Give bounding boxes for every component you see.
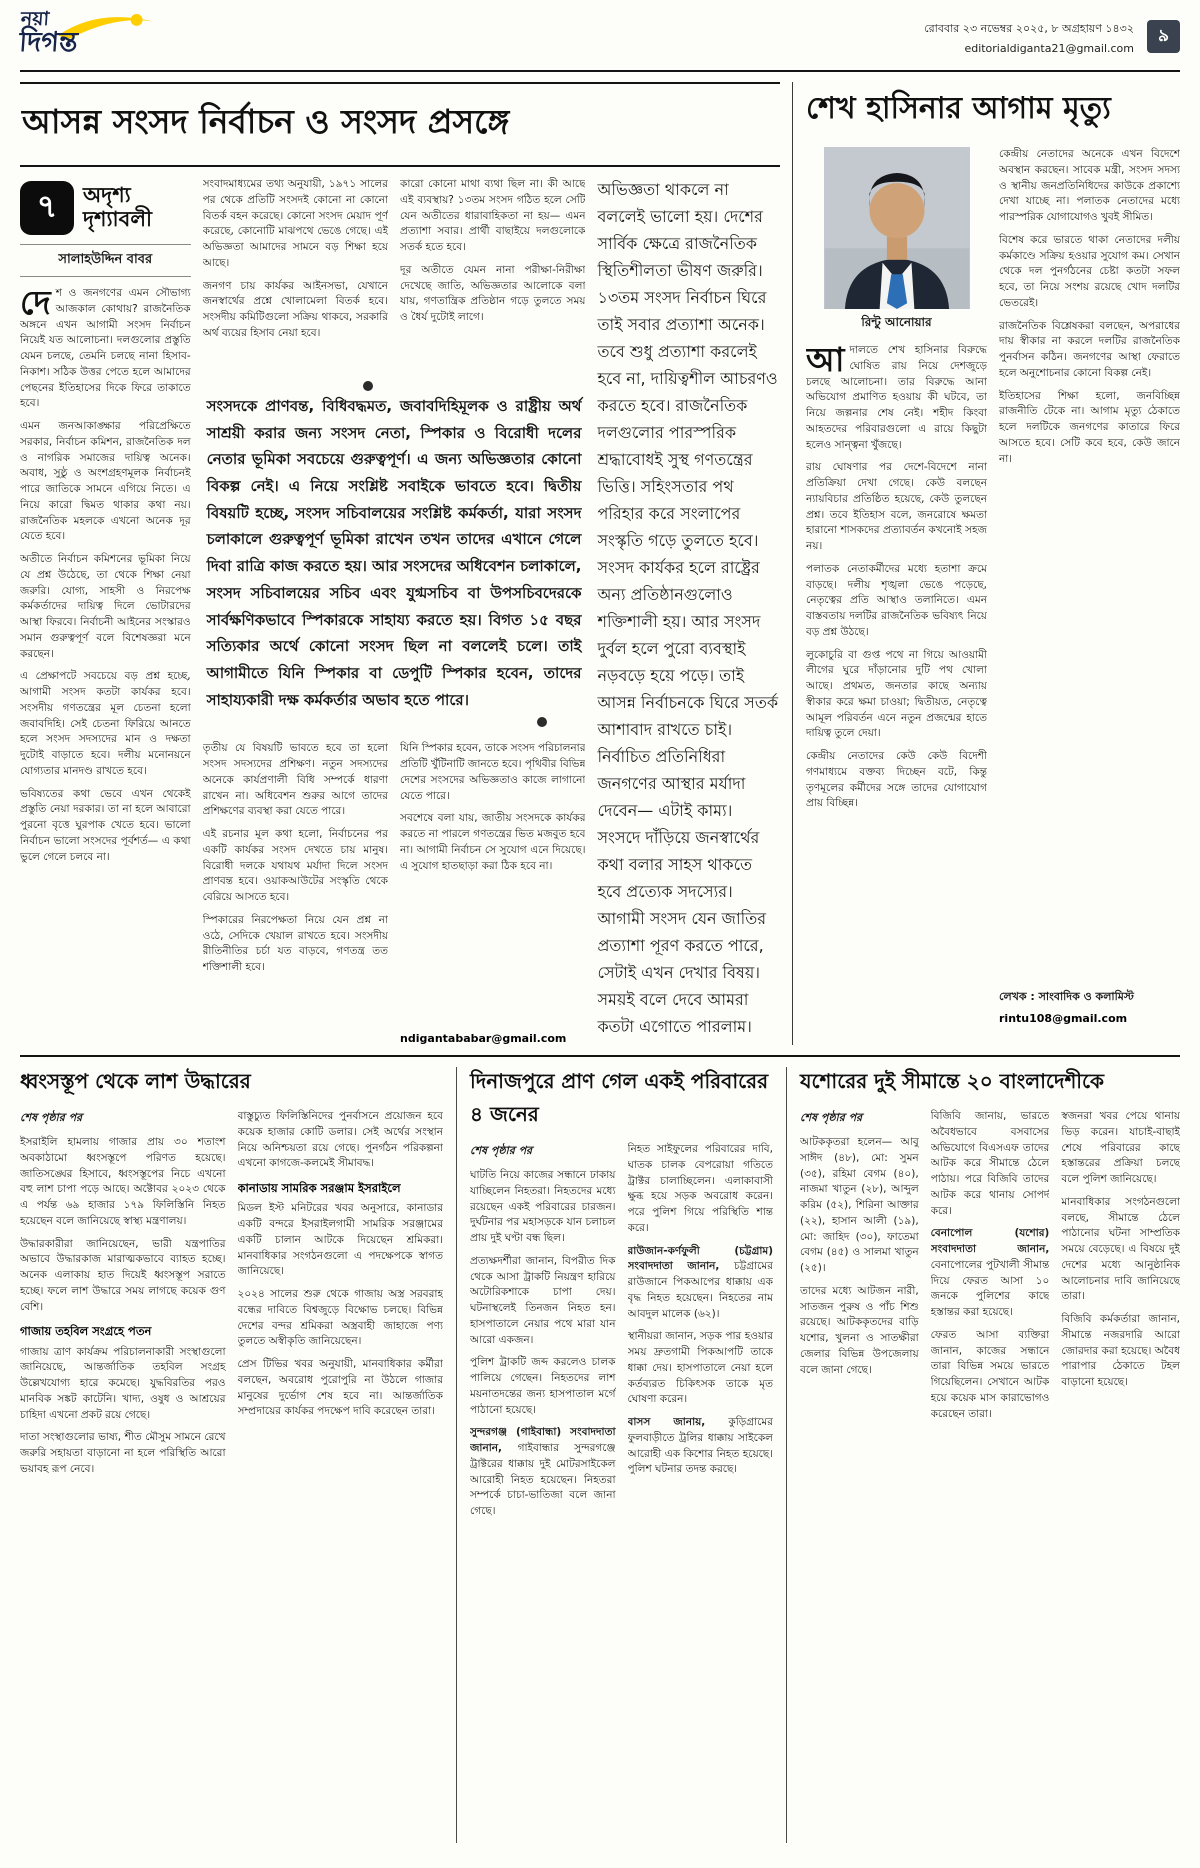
column-logo-icon <box>20 181 74 235</box>
column-brand-line1: অদৃশ্য <box>83 183 131 208</box>
text-column: সংবাদমাধ্যমের তথ্য অনুযায়ী, ১৯৭১ সালের পর থেকে প্রতিটি সংসদই কোনো না কোনো বিতর্ক বহন করেছে। কোনো সংসদ মেয়াদ পূর্ণ করেছে, কোনোটি মাঝপথে ভেঙে গেছে। এই অভিজ্ঞতা আমাদের সামনে বড় শিক্ষা হয়ে আছে। জনগণ চায় কার্যকর আইনসভা, যেখানে জনস্বার্থের প্রশ্নে খোলামেলা বিতর্ক হবে। সংসদীয় কমিটিগুলো সক্রিয় থাকবে, সরকারি অর্থ ব্যয়ের হিসাব নেয়া হবে। <box>202 178 389 339</box>
photo-caption: রিন্টু আনোয়ার <box>861 315 932 329</box>
author-photo <box>824 147 970 309</box>
text-column <box>20 1109 226 1843</box>
article-parliament <box>20 82 792 1045</box>
bottom-headline-3: যশোরের দুই সীমান্তে ২০ বাংলাদেশীকে <box>800 1069 1105 1093</box>
text-column: নিহত সাইফুলের পরিবারের দাবি, ঘাতক চালক বেপরোয়া গতিতে ট্রাক্টর চালাচ্ছিলেন। এলাকাবাসী ক্ষুব্ধ হয়ে সড়ক অবরোধ করেন। পরে পুলিশ গিয়ে পরিস্থিতি শান্ত করে। রাউজান-কর্ণফুলী (চট্টগ্রাম) সংবাদদাতা জানান, চট্টগ্রামের রাউজানে পিকআপের ধাক্কায় এক বৃদ্ধ নিহত হয়েছেন। নিহতের নাম আবদুল মালেক (৬২)। স্থানীয়রা জানান, সড়ক পার হওয়ার সময় দ্রুতগামী পিকআপটি তাকে ধাক্কা দেয়। হাসপাতালে নেয়া হলে কর্তব্যরত চিকিৎসক তাকে মৃত ঘোষণা করেন। বাসস জানায়, কুড়িগ্রামের ফুলবাড়ীতে ট্রলির ধাক্কায় সাইকেল আরোহী এক কিশোর নিহত হয়েছে। পুলিশ ঘটনার তদন্ত করছে। <box>627 1143 773 1476</box>
text-column: রায় ঘোষণার পর দেশে-বিদেশে নানা প্রতিক্রিয়া দেখা গেছে। কেউ বলছেন ন্যায়বিচার প্রতিষ্ঠিত হয়েছে, কেউ তুলছেন প্রশ্ন। তবে ইতিহাস বলে, জনরোষে ক্ষমতা হারানো শাসকদের প্রত্যাবর্তন কখনোই সহজ নয়। পলাতক নেতাকর্মীদের মধ্যে হতাশা ক্রমে বাড়ছে। দলীয় শৃঙ্খলা ভেঙে পড়েছে, নেতৃত্বের প্রতি আস্থাও তলানিতে। এমন বাস্তবতায় দলটির রাজনৈতিক ভবিষ্যৎ নিয়ে বড় প্রশ্ন উঠছে। লুকোচুরি বা গুপ্ত পথে না গিয়ে আওয়ামী লীগের ঘুরে দাঁড়ানোর দুটি পথ খোলা আছে। প্রথমত, জনতার কাছে অন্যায় স্বীকার করে ক্ষমা চাওয়া; দ্বিতীয়ত, নেতৃত্বে আমূল পরিবর্তন এনে নতুন প্রজন্মের হাতে দায়িত্ব তুলে দেয়া। কেন্দ্রীয় নেতাদের কেউ কেউ বিদেশী গণমাধ্যমে বক্তব্য দিচ্ছেন বটে, কিন্তু তৃণমূলের কর্মীদের সঙ্গে তাদের যোগাযোগ প্রায় বিচ্ছিন্ন। <box>806 461 987 810</box>
text-column: বিজিবি জানায়, ভারতে অবৈধভাবে বসবাসের অভিযোগে বিএসএফ তাদের আটক করে সীমান্তে ঠেলে পাঠায়। পরে বিজিবি তাদের আটক করে থানায় সোপর্দ করে। বেনাপোল (যশোর) সংবাদদাতা জানান, বেনাপোলের পুটখালী সীমান্ত দিয়ে ফেরত আসা ১০ জনকে পুলিশের কাছে হস্তান্তর করা হয়েছে। ফেরত আসা ব্যক্তিরা জানান, কাজের সন্ধানে তারা বিভিন্ন সময়ে ভারতে গিয়েছিলেন। সেখানে আটক হয়ে কয়েক মাস কারাভোগও করেছেন তারা। <box>930 1110 1050 1420</box>
article-jashore-border <box>786 1067 1180 1843</box>
article-hasina-body <box>806 147 1180 1025</box>
bottom-headline-2: দিনাজপুরে প্রাণ গেল একই পরিবারের ৪ জনের <box>470 1069 769 1126</box>
text-column-fill: আটককৃতরা হলেন— আবু সাঈদ (৪৮), মো: সুমন (৩৫), রহিমা বেগম (৪০), নাজমা খাতুন (২৮), আব্দুল করিম (৫২), শিরিনা আক্তার (২২), হাসান আলী (১৯), মো: জাহিদ (৩০), ফাতেমা বেগম (৪৫) ও সালমা খাতুন (২৫)। তাদের মধ্যে আটজন নারী, সাতজন পুরুষ ও পাঁচ শিশু রয়েছে। আটককৃতদের বাড়ি যশোর, খুলনা ও সাতক্ষীরা জেলার বিভিন্ন উপজেলায় বলে জানা গেছে। <box>800 1136 919 1376</box>
article-parliament-body <box>20 167 780 1045</box>
author-email[interactable]: rintu108@gmail.com <box>999 1012 1128 1025</box>
side-headline: শেখ হাসিনার আগাম মৃত্যু <box>806 91 1111 126</box>
lede-paragraph <box>806 340 987 453</box>
drop-cap: আ <box>806 340 845 379</box>
text-column-4: অভিজ্ঞতা থাকলে না বললেই ভালো হয়। দেশের সার্বিক ক্ষেত্রে রাজনৈতিক স্থিতিশীলতা ভীষণ জরুরি। ১৩তম সংসদ নির্বাচন ঘিরে তাই সবার প্রত্যাশা অনেক। তবে শুধু প্রত্যাশা করলেই হবে না, দায়িত্বশীল আচরণও করতে হবে। রাজনৈতিক দলগুলোর পারস্পরিক শ্রদ্ধাবোধই সুস্থ গণতন্ত্রের ভিত্তি। সহিংসতার পথ পরিহার করে সংলাপের সংস্কৃতি গড়ে তুলতে হবে। সংসদ কার্যকর হলে রাষ্ট্রের অন্য প্রতিষ্ঠানগুলোও শক্তিশালী হয়। আর সংসদ দুর্বল হলে পুরো ব্যবস্থাই নড়বড়ে হয়ে পড়ে। তাই আসন্ন নির্বাচনকে ঘিরে সতর্ক আশাবাদ রাখতে চাই। নির্বাচিত প্রতিনিধিরা জনগণের আস্থার মর্যাদা দেবেন— এটাই কাম্য। সংসদে দাঁড়িয়ে জনস্বার্থের কথা বলার সাহস থাকতে হবে প্রত্যেক সদস্যের। আগামী সংসদ যেন জাতির প্রত্যাশা পূরণ করতে পারে, সেটাই এখন দেখার বিষয়। সময়ই বলে দেবে আমরা কতটা এগোতে পারলাম। <box>597 180 779 1036</box>
main-content <box>20 82 1180 1045</box>
text-column: বাস্তুচ্যুত ফিলিস্তিনিদের পুনর্বাসনে প্রয়োজন হবে কয়েক হাজার কোটি ডলার। সেই অর্থের সংস্থান নিয়ে অনিশ্চয়তা রয়ে গেছে। পুনর্গঠন পরিকল্পনা এখনো কাগজে-কলমেই সীমাবদ্ধ। কানাডায় সামরিক সরঞ্জাম ইসরাইলে মিডল ইস্ট মনিটরের খবর অনুসারে, কানাডার একটি বন্দরে ইসরাইলগামী সামরিক সরঞ্জামের একটি চালান আটকে দিয়েছেন শ্রমিকরা। মানবাধিকার সংগঠনগুলো এ পদক্ষেপকে স্বাগত জানিয়েছে। ২০২৪ সালের শুরু থেকে গাজায় অস্ত্র সরবরাহ বন্ধের দাবিতে বিশ্বজুড়ে বিক্ষোভ চলছে। বিভিন্ন দেশের বন্দর শ্রমিকরা অস্ত্রবাহী জাহাজে পণ্য তুলতে অস্বীকৃতি জানিয়েছেন। প্রেস টিভির খবর অনুযায়ী, মানবাধিকার কর্মীরা বলছেন, অবরোধ পুরোপুরি না উঠলে গাজার মানুষের দুর্ভোগ শেষ হবে না। আন্তর্জাতিক সম্প্রদায়ের কার্যকর পদক্ষেপ দাবি করেছেন তারা। <box>237 1110 443 1418</box>
author-byline: সালাহউদ্দিন বাবর <box>20 244 191 277</box>
text-column <box>470 1142 616 1843</box>
text-column-fill: কেন্দ্রীয় নেতাদের অনেকে এখন বিদেশে অবস্থান করছেন। সাবেক মন্ত্রী, সংসদ সদস্য ও স্থানীয় জনপ্রতিনিধিদের কাউকে প্রকাশ্যে দেখা যাচ্ছে না। পলাতক নেতাদের মধ্যে পারস্পরিক যোগাযোগও খুবই সীমিত। বিশেষ করে ভারতে থাকা নেতাদের দলীয় কর্মকাণ্ডে সক্রিয় হওয়ার সুযোগ কম। সেখান থেকে দল পুনর্গঠনের চেষ্টা কতটা সফল হবে, তা নিয়ে সংশয় রয়েছে খোদ দলটির ভেতরেই। রাজনৈতিক বিশ্লেষকরা বলছেন, অপরাধের দায় স্বীকার না করলে দলটির রাজনৈতিক পুনর্বাসন কঠিন। জনগণের আস্থা ফেরাতে হলে অনুশোচনার কোনো বিকল্প নেই। ইতিহাসের শিক্ষা হলো, জনবিচ্ছিন্ন রাজনীতি টেকে না। আগাম মৃত্যু ঠেকাতে হলে দলটিকে জনগণের কাতারে ফিরে আসতে হবে। সেটি কবে হবে, কেউ জানে না। <box>999 148 1180 465</box>
article-rubble-recovery <box>20 1067 456 1843</box>
article-body <box>20 1109 443 1843</box>
lede-text: শ ও জনগণের এমন সৌভাগ্য আজকাল কোথায়? রাজনৈতিক অঙ্গনে এখন আগামী সংসদ নির্বাচন নিয়েই যত আলোচনা। দলগুলোর প্রস্তুতি যেমন চলছে, তেমনি চলছে নানা হিসাব-নিকাশ। সঠিক উত্তর পেতে হলে আমাদের পেছনের ইতিহাসের দিকে ফিরে তাকাতে হবে। <box>20 287 191 410</box>
continuation-note: শেষ পৃষ্ঠার পর <box>470 1144 533 1157</box>
continuation-note: শেষ পৃষ্ঠার পর <box>800 1111 863 1124</box>
article-body <box>470 1142 773 1843</box>
bottom-articles <box>20 1055 1180 1843</box>
masthead-meta <box>924 20 1134 55</box>
main-headline: আসন্ন সংসদ নির্বাচন ও সংসদ প্রসঙ্গে <box>20 82 780 167</box>
logo-line2: দিগন্ত <box>18 27 79 58</box>
column-brand-line2: দৃশ্যাবলী <box>83 207 152 231</box>
dateline: রোববার ২৩ নভেম্বর ২০২৫, ৮ অগ্রহায়ণ ১৪৩২ <box>924 22 1134 35</box>
text-column <box>400 741 585 1045</box>
text-column-fill: ইসরাইলি হামলায় গাজার প্রায় ৩০ শতাংশ অবকাঠামো ধ্বংসস্তূপে পরিণত হয়েছে। জাতিসঙ্ঘের হিসাবে, ধ্বংসস্তূপের নিচে এখনো বহু লাশ চাপা পড়ে আছে। অক্টোবর ২০২৩ থেকে এ পর্যন্ত ৬৯ হাজার ১৭৯ ফিলিস্তিনি নিহত হয়েছেন বলে জানিয়েছে স্বাস্থ্য মন্ত্রণালয়। উদ্ধারকারীরা জানিয়েছেন, ভারী যন্ত্রপাতির অভাবে উদ্ধারকাজ মারাত্মকভাবে ব্যাহত হচ্ছে। অনেক এলাকায় হাত দিয়েই ধ্বংসস্তূপ সরাতে হচ্ছে। ফলে লাশ উদ্ধারে সময় লাগছে কয়েক গুণ বেশি। গাজায় তহবিল সংগ্রহে পতন গাজায় ত্রাণ কার্যক্রম পরিচালনাকারী সংস্থাগুলো জানিয়েছে, আন্তর্জাতিক তহবিল সংগ্রহ উল্লেখযোগ্য হারে কমেছে। যুদ্ধবিরতির পরও মানবিক সঙ্কট কাটেনি। খাদ্য, ওষুধ ও আশ্রয়ের চাহিদা এখনো প্রকট রয়ে গেছে। দাতা সংস্থাগুলোর ভাষ্য, শীত মৌসুম সামনে রেখে জরুরি সহায়তা বাড়ানো না হলে পরিস্থিতি আরো ভয়াবহ রূপ নেবে। <box>20 1136 226 1475</box>
upper-band <box>203 177 586 369</box>
logo-line1: নয়া <box>20 8 50 30</box>
text-column-2 <box>999 147 1180 1025</box>
lower-band <box>203 741 586 1045</box>
column-brand-title <box>83 184 152 231</box>
article-dinajpur-accident <box>456 1067 786 1843</box>
text-column-1 <box>20 177 191 1045</box>
text-column <box>800 1109 919 1843</box>
column-brand <box>20 177 191 244</box>
author-email[interactable]: ndigantababar@gmail.com <box>400 1032 567 1045</box>
text-column: কারো কোনো মাথা ব্যথা ছিল না। কী আছে এই ব্যবস্থায়? ১৩তম সংসদ গঠিত হলে সেটি যেন অতীতের ধারাবাহিকতা না হয়— এমন প্রত্যাশা সবার। প্রার্থী বাছাইয়ে দলগুলোকে সতর্ক হতে হবে। দূর অতীতে যেমন নানা পরীক্ষা-নিরীক্ষা দেখেছে জাতি, অভিজ্ঞতার আলোকে বলা যায়, গণতান্ত্রিক প্রতিষ্ঠান গড়ে তুলতে সময় ও ধৈর্য দুটোই লাগে। <box>400 178 586 323</box>
text-column: এমন জনআকাঙ্ক্ষার পরিপ্রেক্ষিতে সরকার, নির্বাচন কমিশন, রাজনৈতিক দল ও নাগরিক সমাজের দায়িত্ব অনেক। অবাধ, সুষ্ঠু ও অংশগ্রহণমূলক নির্বাচনই পারে জাতিকে সামনে এগিয়ে নিতে। এ নিয়ে কারো দ্বিমত থাকার কথা নয়। রাজনৈতিক মহলকে এখনো অনেক দূর যেতে হবে। অতীতে নির্বাচন কমিশনের ভূমিকা নিয়ে যে প্রশ্ন উঠেছে, তা থেকে শিক্ষা নেয়া জরুরি। যোগ্য, সাহসী ও নিরপেক্ষ কর্মকর্তাদের দায়িত্ব দিলে ভোটারদের আস্থা ফিরবে। নির্বাচনী আইনের সংস্কারও সমান গুরুত্বপূর্ণ বলে বিশেষজ্ঞরা মনে করছেন। এ প্রেক্ষাপটে সবচেয়ে বড় প্রশ্ন হচ্ছে, আগামী সংসদ কতটা কার্যকর হবে। সংসদীয় গণতন্ত্রের মূল চেতনা হলো জবাবদিহি। সেই চেতনা ফিরিয়ে আনতে হলে সংসদ সদস্যদের মান ও দক্ষতা দুটোই বাড়াতে হবে। দলীয় মনোনয়নে যোগ্যতার মানদণ্ড রাখতে হবে। ভবিষ্যতের কথা ভেবে এখন থেকেই প্রস্তুতি নেয়া দরকার। তা না হলে আবারো পুরনো বৃত্তে ঘুরপাক খেতে হবে। ভালো নির্বাচন ভালো সংসদের পূর্বশর্ত— এ কথা ভুলে গেলে চলবে না। <box>20 420 191 863</box>
newspaper-logo <box>20 10 200 68</box>
text-column: স্বজনরা খবর পেয়ে থানায় ভিড় করেন। যাচাই-বাছাই শেষে পরিবারের কাছে হস্তান্তরের প্রক্রিয়া চলছে বলে পুলিশ জানিয়েছে। মানবাধিকার সংগঠনগুলো বলছে, সীমান্তে ঠেলে পাঠানোর ঘটনা সাম্প্রতিক সময়ে বেড়েছে। এ বিষয়ে দুই দেশের মধ্যে আনুষ্ঠানিক আলোচনার দাবি জানিয়েছে তারা। বিজিবি কর্মকর্তারা জানান, সীমান্তে নজরদারি আরো জোরদার করা হয়েছে। অবৈধ পারাপার ঠেকাতে টহল বাড়ানো হয়েছে। <box>1061 1110 1180 1388</box>
column-logo-glyph: ৭ <box>36 187 58 225</box>
lede-paragraph <box>20 283 191 412</box>
page-number-badge: ৯ <box>1147 20 1180 53</box>
masthead-email[interactable]: editorialdiganta21@gmail.com <box>964 42 1134 55</box>
text-column-1 <box>806 147 987 1025</box>
pull-quote: সংসদকে প্রাণবন্ত, বিধিবদ্ধমত, জবাবদিহিমূলক ও রাষ্ট্রীয় অর্থ সাশ্রয়ী করার জন্য সংসদ নেতা, স্পিকার ও বিরোধী দলের নেতার ভূমিকা সবচেয়ে গুরুত্বপূর্ণ। এ জন্য অভিজ্ঞতার কোনো বিকল্প নেই। এ নিয়ে সংশ্লিষ্ট সবাইকে ভাবতে হবে। দ্বিতীয় বিষয়টি হচ্ছে, সংসদ সচিবালয়ের সংশ্লিষ্ট কর্মকর্তা, যারা সংসদ চলাকালে গুরুত্বপূর্ণ ভূমিকা রাখেন তখন তাদের এখানে গেলে দিবা রাত্রি কাজ করতে হয়। আর সংসদের অধিবেশন চলাকালে, সংসদ সচিবালয়ের সচিব এবং যুগ্মসচিব বা উপসচিবদেরকে সার্বক্ষণিকভাবে স্পিকারকে সাহায্য করতে হয়। বিগত ১৫ বছর সত্যিকার অর্থে কোনো সংসদ ছিল না বললেই চলে। তাই আগামীতে যিনি স্পিকার বা ডেপুটি স্পিকার হবেন, তাদের সাহায্যকারী দক্ষ কর্মকর্তার অভাব হতে পারে। <box>203 377 586 731</box>
author-role-note: লেখক : সাংবাদিক ও কলামিস্ট <box>999 990 1134 1003</box>
portrait-illustration <box>824 147 970 309</box>
text-column: তৃতীয় যে বিষয়টি ভাবতে হবে তা হলো সংসদ সদস্যদের প্রশিক্ষণ। নতুন সদস্যদের অনেকে কার্যপ্রণালী বিধি সম্পর্কে ধারণা রাখেন না। অধিবেশন শুরুর আগে তাদের প্রশিক্ষণের ব্যবস্থা করা যেতে পারে। এই রচনার মূল কথা হলো, নির্বাচনের পর একটি কার্যকর সংসদ দেখতে চায় মানুষ। বিরোধী দলকে যথাযথ মর্যাদা দিলে সংসদ প্রাণবন্ত হবে। ওয়াকআউটের সংস্কৃতি থেকে বেরিয়ে আসতে হবে। স্পিকারের নিরপেক্ষতা নিয়ে যেন প্রশ্ন না ওঠে, সেদিকে খেয়াল রাখতে হবে। সংসদীয় রীতিনীতির চর্চা যত বাড়বে, গণতন্ত্র তত শক্তিশালী হবে। <box>202 742 389 973</box>
article-body <box>800 1109 1180 1843</box>
logo-text <box>18 10 201 56</box>
text-columns-middle <box>203 177 586 1045</box>
article-hasina <box>792 82 1180 1045</box>
text-column-fill: ঘাটতি নিয়ে কাজের সন্ধানে ঢাকায় যাচ্ছিলেন নিহতরা। নিহতদের মধ্যে রয়েছেন একই পরিবারের চারজন। দুর্ঘটনার পর মহাসড়কে যান চলাচল প্রায় দুই ঘণ্টা বন্ধ ছিল। প্রত্যক্ষদর্শীরা জানান, বিপরীত দিক থেকে আসা ট্রাকটি নিয়ন্ত্রণ হারিয়ে অটোরিকশাকে চাপা দেয়। ঘটনাস্থলেই তিনজন নিহত হন। হাসপাতালে নেয়ার পথে মারা যান আরো একজন। পুলিশ ট্রাকটি জব্দ করলেও চালক পালিয়ে গেছেন। নিহতদের লাশ ময়নাতদন্তের জন্য হাসপাতাল মর্গে পাঠানো হয়েছে। সুন্দরগঞ্জ (গাইবান্ধা) সংবাদদাতা জানান, গাইবান্ধার সুন্দরগঞ্জে ট্রাক্টরের ধাক্কায় দুই মোটরসাইকেল আরোহী নিহত হয়েছেন। নিহতরা সম্পর্কে চাচা-ভাতিজা বলে জানা গেছে। <box>470 1169 616 1517</box>
bottom-headline-1: ধ্বংসস্তূপ থেকে লাশ উদ্ধারের <box>20 1069 251 1093</box>
text-column-fill: যিনি স্পিকার হবেন, তাকে সংসদ পরিচালনার প্রতিটি খুঁটিনাটি জানতে হবে। পৃথিবীর বিভিন্ন দেশের সংসদের অভিজ্ঞতাও কাজে লাগানো যেতে পারে। সবশেষে বলা যায়, জাতীয় সংসদকে কার্যকর করতে না পারলে গণতন্ত্রের ভিত মজবুত হবে না। আগামী নির্বাচন সে সুযোগ এনে দিয়েছে। এ সুযোগ হাতছাড়া করা ঠিক হবে না। <box>400 742 586 872</box>
drop-cap: দে <box>20 283 51 322</box>
lede-text: দালতে শেখ হাসিনার বিরুদ্ধে ঘোষিত রায় নিয়ে দেশজুড়ে চলছে আলোচনা। তার বিরুদ্ধে আনা অভিযোগ প্রমাণিত হওয়ায় কী ঘটবে, তা নিয়ে জল্পনার শেষ নেই। শহীদ কিংবা আহতদের পরিবারগুলো এ রায়ে কিছুটা হলেও সান্ত্বনা খুঁজছে। <box>806 344 987 451</box>
continuation-note: শেষ পৃষ্ঠার পর <box>20 1111 83 1124</box>
masthead <box>20 10 1180 72</box>
